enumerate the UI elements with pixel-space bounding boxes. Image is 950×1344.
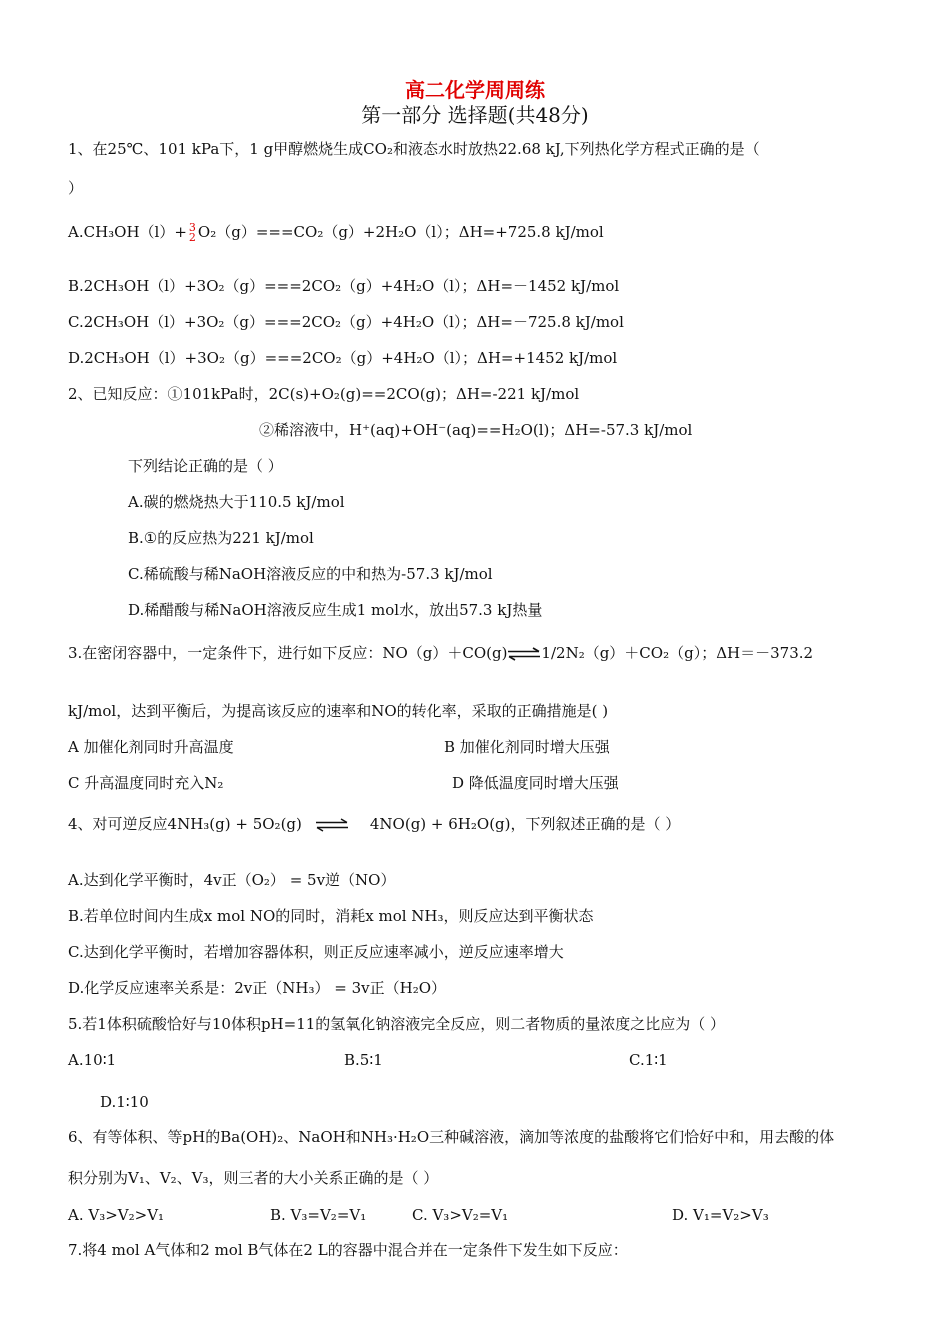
q1-stem-end: ） bbox=[68, 179, 84, 197]
q1-option-c: C.2CH₃OH（l）+3O₂（g）===2CO₂（g）+4H₂O（l）；ΔH=－725.8 kJ/mol bbox=[68, 313, 624, 331]
q1-option-a-pre: A.CH₃OH（l）+ bbox=[68, 223, 187, 241]
q4-option-c: C.达到化学平衡时，若增加容器体积，则正反应速率减小，逆反应速率增大 bbox=[68, 943, 564, 961]
q6-option-c: C. V₃>V₂=V₁ bbox=[412, 1206, 509, 1224]
q1-option-a bbox=[68, 222, 604, 243]
q3-option-a: A 加催化剂同时升高温度 bbox=[68, 738, 234, 756]
q6-option-b: B. V₃=V₂=V₁ bbox=[270, 1206, 367, 1224]
q5-option-a: A.10∶1 bbox=[68, 1051, 117, 1069]
page-title: 高二化学周周练 bbox=[405, 78, 545, 102]
q6-stem-1: 6、有等体积、等pH的Ba(OH)₂、NaOH和NH₃·H₂O三种碱溶液，滴加等浓度的盐酸将它们恰好中和，用去酸的体 bbox=[68, 1128, 835, 1146]
frac-den: 2 bbox=[188, 231, 196, 244]
q2-stem-2: ②稀溶液中，H⁺(aq)+OH⁻(aq)==H₂O(l)；ΔH=-57.3 kJ/mol bbox=[259, 421, 693, 439]
q6-option-d: D. V₁=V₂>V₃ bbox=[672, 1206, 769, 1224]
q3-stem-post: 1/2N₂（g）＋CO₂（g）；ΔH＝－373.2 bbox=[541, 644, 814, 662]
q2-stem-1: 2、已知反应：①101kPa时，2C(s)+O₂(g)==2CO(g)；ΔH=-221 kJ/mol bbox=[68, 385, 580, 403]
q1-stem: 1、在25℃、101 kPa下，1 g甲醇燃烧生成CO₂和液态水时放热22.68 kJ,下列热化学方程式正确的是（ bbox=[68, 140, 760, 158]
q2-option-d: D.稀醋酸与稀NaOH溶液反应生成1 mol水，放出57.3 kJ热量 bbox=[128, 601, 543, 619]
q3-option-d: D 降低温度同时增大压强 bbox=[452, 774, 619, 792]
q3-option-c: C 升高温度同时充入N₂ bbox=[68, 774, 224, 792]
q4-stem-post: 4NO(g) + 6H₂O(g)，下列叙述正确的是（ ） bbox=[369, 815, 681, 833]
section-subtitle: 第一部分 选择题(共48分) bbox=[361, 103, 589, 127]
q2-option-a: A.碳的燃烧热大于110.5 kJ/mol bbox=[128, 493, 345, 511]
q5-option-c: C.1∶1 bbox=[629, 1051, 668, 1069]
q5-option-b: B.5∶1 bbox=[344, 1051, 383, 1069]
equilibrium-arrow-icon bbox=[507, 647, 541, 661]
q5-stem: 5.若1体积硫酸恰好与10体积pH=11的氢氧化钠溶液完全反应，则二者物质的量浓度之比应为（ ） bbox=[68, 1015, 726, 1033]
q2-option-c: C.稀硫酸与稀NaOH溶液反应的中和热为-57.3 kJ/mol bbox=[128, 565, 493, 583]
q4-option-d: D.化学反应速率关系是：2v正（NH₃） = 3v正（H₂O） bbox=[68, 979, 447, 997]
q1-option-d: D.2CH₃OH（l）+3O₂（g）===2CO₂（g）+4H₂O（l）；ΔH=+1452 kJ/mol bbox=[68, 349, 618, 367]
q1-option-a-post: O₂（g）===CO₂（g）+2H₂O（l）；ΔH=+725.8 kJ/mol bbox=[197, 223, 604, 241]
q3-stem-2: kJ/mol，达到平衡后，为提高该反应的速率和NO的转化率，采取的正确措施是( ) bbox=[68, 702, 609, 720]
q5-option-d: D.1∶10 bbox=[100, 1093, 149, 1111]
frac-num: 3 bbox=[188, 221, 196, 234]
q4-option-a: A.达到化学平衡时，4v正（O₂） = 5v逆（NO） bbox=[68, 871, 396, 889]
q3-stem-1 bbox=[68, 643, 813, 663]
q2-prompt: 下列结论正确的是（ ） bbox=[128, 457, 283, 475]
q2-option-b: B.①的反应热为221 kJ/mol bbox=[128, 529, 314, 547]
q3-stem-pre: 3.在密闭容器中，一定条件下，进行如下反应：NO（g）＋CO(g) bbox=[68, 644, 508, 662]
q4-stem-pre: 4、对可逆反应4NH₃(g) + 5O₂(g) bbox=[68, 815, 302, 833]
q1-option-b: B.2CH₃OH（l）+3O₂（g）===2CO₂（g）+4H₂O（l）；ΔH=－1452 kJ/mol bbox=[68, 277, 620, 295]
q6-option-a: A. V₃>V₂>V₁ bbox=[68, 1206, 165, 1224]
q4-stem bbox=[68, 814, 680, 834]
fraction-three-halves bbox=[189, 223, 196, 243]
q7-stem: 7.将4 mol A气体和2 mol B气体在2 L的容器中混合并在一定条件下发生如下反应： bbox=[68, 1241, 628, 1259]
q6-stem-2: 积分别为V₁、V₂、V₃，则三者的大小关系正确的是（ ） bbox=[68, 1169, 439, 1187]
equilibrium-arrow-icon bbox=[312, 818, 352, 832]
q4-option-b: B.若单位时间内生成x mol NO的同时，消耗x mol NH₃，则反应达到平衡状态 bbox=[68, 907, 594, 925]
q3-option-b: B 加催化剂同时增大压强 bbox=[444, 738, 610, 756]
